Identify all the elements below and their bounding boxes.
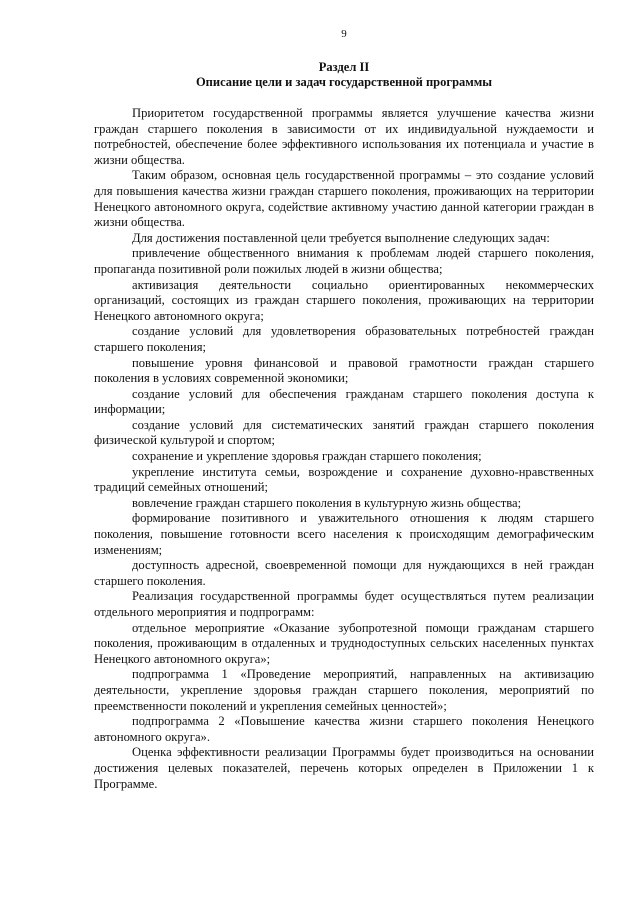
paragraph: создание условий для систематических занятий граждан старшего поколения физической культурой и спортом; [94, 417, 594, 448]
paragraph: сохранение и укрепление здоровья граждан старшего поколения; [132, 449, 482, 464]
paragraph: укрепление института семьи, возрождение и сохранение духовно-нравственных традиций семейных отношений; [94, 464, 594, 495]
paragraph: доступность адресной, своевременной помощи для нуждающихся в ней граждан старшего поколения. [94, 558, 594, 588]
paragraph: Для достижения поставленной цели требуется выполнение следующих задач: [132, 230, 550, 245]
paragraph: вовлечение граждан старшего поколения в культурную жизнь общества; [132, 495, 522, 510]
page-number: 9 [341, 28, 347, 40]
paragraph: подпрограмма 1 «Проведение мероприятий, направленных на активизацию деятельности, укрепление здоровья граждан старшего поколения, мероприятий по преемственности поколений и укрепления семейных ценностей»; [94, 667, 594, 713]
paragraph: Таким образом, основная цель государственной программы – это создание условий для повышения качества жизни граждан старшего поколения, проживающих на территории Ненецкого автономного округа, содействие активному участию данной категории граждан в жизни общества. [94, 168, 594, 230]
paragraph: привлечение общественного внимания к проблемам людей старшего поколения, пропаганда позитивной роли пожилых людей в жизни общества; [94, 246, 594, 276]
paragraph: создание условий для обеспечения гражданам старшего поколения доступа к информации; [94, 386, 594, 417]
document-page [94, 28, 594, 792]
section-label: Раздел II [318, 60, 370, 74]
paragraph: формирование позитивного и уважительного отношения к людям старшего поколения, повышение готовности всего населения к происходящим демографическим изменениям; [94, 511, 594, 557]
body-text [94, 106, 594, 792]
paragraph: отдельное мероприятие «Оказание зубопротезной помощи гражданам старшего поколения, проживающим в отдаленных и труднодоступных сельских населенных пунктах Ненецкого автономного округа»; [94, 620, 594, 666]
paragraph: создание условий для удовлетворения образовательных потребностей граждан старшего поколения; [94, 324, 594, 354]
paragraph: Реализация государственной программы будет осуществляться путем реализации отдельного мероприятия и подпрограмм: [94, 589, 594, 619]
paragraph: Оценка эффективности реализации Программы будет производиться на основании достижения целевых показателей, перечень которых определен в Приложении 1 к Программе. [94, 745, 594, 791]
paragraph: повышение уровня финансовой и правовой грамотности граждан старшего поколения в условиях современной экономики; [94, 355, 594, 386]
paragraph: подпрограмма 2 «Повышение качества жизни старшего поколения Ненецкого автономного округа». [94, 714, 594, 744]
paragraph: активизация деятельности социально ориентированных некоммерческих организаций, состоящих из граждан старшего поколения, проживающих на территории Ненецкого автономного округа; [94, 277, 594, 323]
paragraph: Приоритетом государственной программы является улучшение качества жизни граждан старшего поколения в зависимости от их индивидуальной нуждаемости и потребностей, обеспечение более эффективного использования их потенциала и участие в жизни общества. [94, 106, 594, 167]
section-title: Описание цели и задач государственной программы [195, 75, 493, 89]
